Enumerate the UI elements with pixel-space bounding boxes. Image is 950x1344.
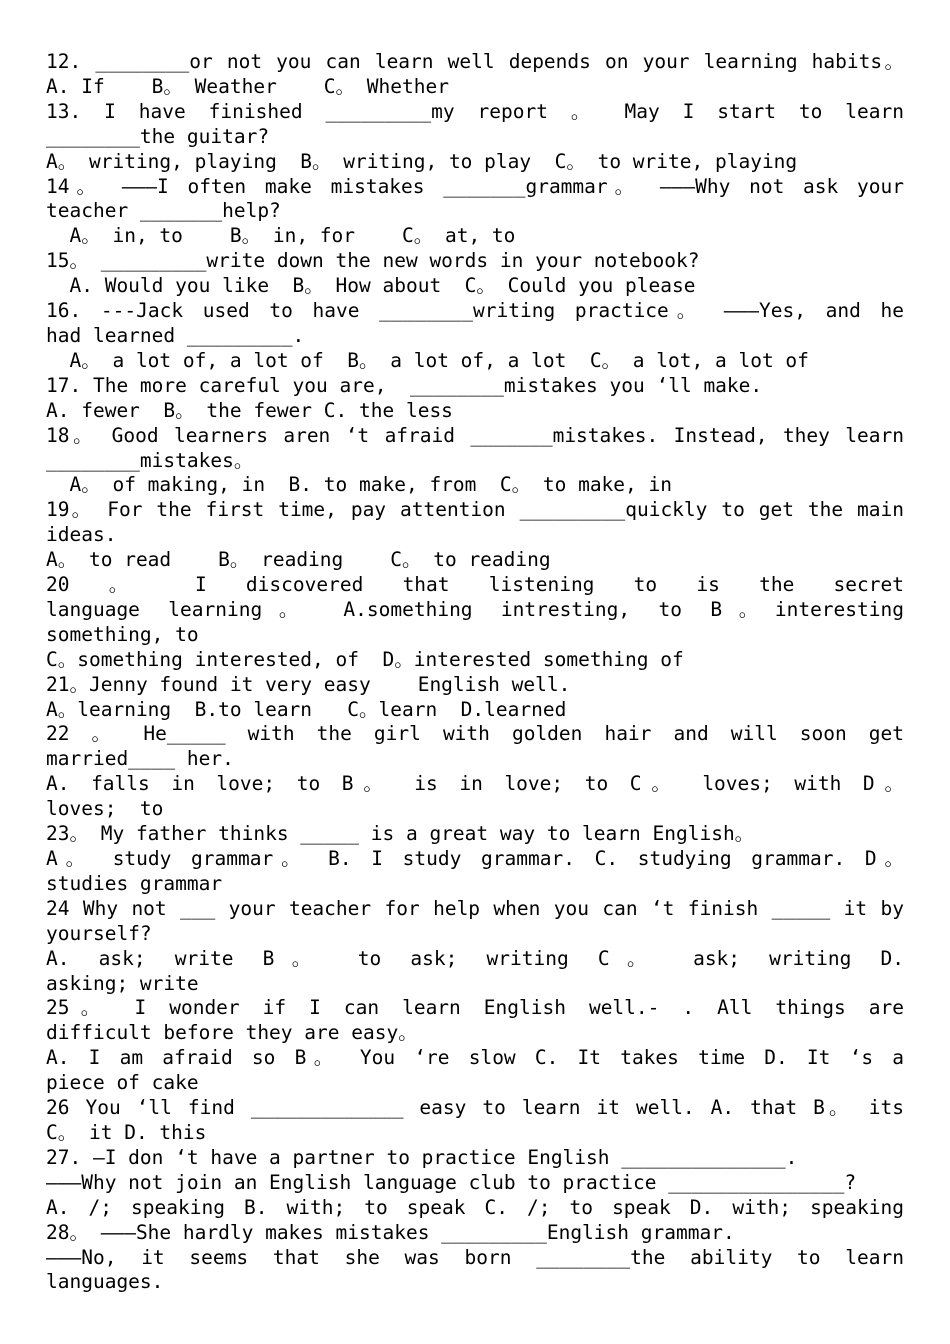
text-line: studies grammar bbox=[46, 871, 223, 895]
text-line: had learned _________. bbox=[46, 323, 305, 347]
text-line: A. If B。 Weather C。 Whether bbox=[46, 74, 449, 98]
text-line: married____ her. bbox=[46, 747, 234, 771]
text-line: difficult before they are easy。 bbox=[46, 1021, 418, 1045]
text-line: yourself? bbox=[46, 921, 152, 945]
text-line: A. falls in love; to B。 is in love; to C。 loves; with D。 bbox=[46, 772, 904, 796]
text-line: 21。Jenny found it very easy English well. bbox=[46, 672, 571, 696]
text-line: A。 of making, in B. to make, from C。 to make, in bbox=[46, 473, 672, 497]
text-line: piece of cake bbox=[46, 1071, 199, 1095]
text-line: A。learning B.to learn C。learn D.learned bbox=[46, 697, 567, 721]
text-line: A。 in, to B。 in, for C。 at, to bbox=[46, 224, 516, 248]
text-line: languages. bbox=[46, 1270, 164, 1294]
text-line: C。something interested, of D。interested something of bbox=[46, 647, 684, 671]
text-line: A. fewer B。 the fewer C. the less bbox=[46, 398, 453, 422]
text-line: 14。 ———I often make mistakes _______grammar。 ———Why not ask your bbox=[46, 174, 904, 198]
text-line: A. /; speaking B. with; to speak C. /; to speak D. with; speaking bbox=[46, 1195, 904, 1219]
text-line: 23。 My father thinks _____ is a great way to learn English。 bbox=[46, 822, 755, 846]
text-line: 26 You ‘ll find _____________ easy to learn it well. A. that B。 its bbox=[46, 1096, 904, 1120]
text-line: ________the guitar? bbox=[46, 124, 270, 148]
text-line: 25。 I wonder if I can learn English well.- . All things are bbox=[46, 996, 904, 1020]
document-page bbox=[46, 50, 904, 1295]
text-line: 12. ________or not you can learn well depends on your learning habits。 bbox=[46, 50, 904, 73]
text-line: teacher _______help? bbox=[46, 199, 281, 223]
text-line: A。 study grammar。 B. I study grammar. C. studying grammar. D。 bbox=[46, 847, 904, 870]
text-line: 15。 _________write down the new words in your notebook? bbox=[46, 249, 700, 273]
text-line: 24 Why not ___ your teacher for help when you can ‘t finish _____ it by bbox=[46, 896, 904, 920]
text-line: 22 。 He_____ with the girl with golden hair and will soon get bbox=[46, 722, 904, 746]
text-line: 27. –I don ‘t have a partner to practice English ______________. bbox=[46, 1145, 798, 1169]
text-line: 18。 Good learners aren ‘t afraid _______mistakes. Instead, they learn bbox=[46, 423, 904, 447]
text-line: A。 writing, playing B。 writing, to play C。 to write, playing bbox=[46, 149, 798, 173]
text-line: 16. ---Jack used to have ________writing practice。 ———Yes, and he bbox=[46, 299, 904, 323]
text-line: A. Would you like B。 How about C。 Could you please bbox=[46, 274, 696, 298]
text-line: ideas. bbox=[46, 523, 117, 547]
text-line: 20 。 I discovered that listening to is the secret bbox=[46, 573, 904, 597]
text-line: asking; write bbox=[46, 971, 199, 995]
text-line: something, to bbox=[46, 622, 199, 646]
text-line: A。 a lot of, a lot of B。 a lot of, a lot C。 a lot, a lot of bbox=[46, 348, 809, 372]
text-line: ———Why not join an English language club to practice _______________? bbox=[46, 1170, 857, 1194]
text-line: language learning。 A.something intresting, to B。interesting bbox=[46, 597, 904, 621]
text-line: A。 to read B。 reading C。 to reading bbox=[46, 548, 551, 572]
text-line: ———No, it seems that she was born ________the ability to learn bbox=[46, 1245, 904, 1269]
text-line: C。 it D. this bbox=[46, 1120, 207, 1144]
text-line: 28。 ———She hardly makes mistakes _________English grammar. bbox=[46, 1220, 735, 1244]
text-line: loves; to bbox=[46, 797, 164, 821]
text-line: 19。 For the first time, pay attention _________quickly to get the main bbox=[46, 498, 904, 522]
text-line: A. ask; write B。 to ask; writing C。 ask; writing D. bbox=[46, 946, 904, 970]
text-line: 13. I have finished _________my report 。 May I start to learn bbox=[46, 99, 904, 123]
text-line: A. I am afraid so B。 You ‘re slow C. It takes time D. It ‘s a bbox=[46, 1046, 904, 1070]
text-line: ________mistakes。 bbox=[46, 448, 254, 472]
text-line: 17. The more careful you are, ________mistakes you ‘ll make. bbox=[46, 373, 763, 397]
